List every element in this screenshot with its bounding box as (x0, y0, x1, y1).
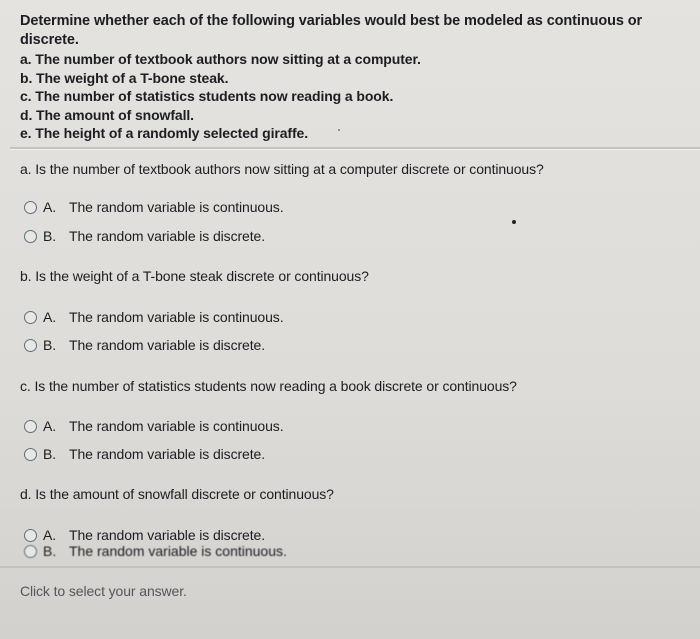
option-text: The random variable is discrete. (69, 446, 265, 462)
question-c-option-b[interactable] (24, 444, 265, 464)
question-c-option-a[interactable] (24, 416, 284, 436)
option-letter: B. (43, 337, 57, 353)
question-d-prompt: d. Is the amount of snowfall discrete or continuous? (20, 486, 334, 502)
radio-button-icon[interactable] (24, 448, 37, 461)
footer-divider (0, 566, 700, 568)
variable-item-d: d. The amount of snowfall. (20, 106, 194, 123)
option-text: The random variable is discrete. (69, 337, 265, 353)
variable-list (20, 50, 690, 143)
question-a-option-b[interactable] (24, 226, 265, 246)
option-text: The random variable is continuous. (69, 309, 284, 325)
option-letter: A. (43, 418, 57, 434)
option-letter: B. (43, 228, 57, 244)
question-b-option-b[interactable] (24, 335, 265, 355)
speck-mark (338, 129, 340, 131)
problem-statement (20, 12, 690, 143)
question-b-prompt: b. Is the weight of a T-bone steak discrete or continuous? (20, 268, 369, 284)
question-d-option-a[interactable] (24, 525, 265, 545)
option-text: The random variable is discrete. (69, 228, 265, 244)
problem-title: Determine whether each of the following variables would best be modeled as continuous or discrete. (20, 13, 643, 48)
radio-button-icon[interactable] (24, 420, 37, 433)
radio-button-icon[interactable] (24, 201, 37, 214)
radio-button-icon[interactable] (24, 311, 37, 324)
question-d-option-b[interactable] (24, 543, 304, 562)
option-letter: A. (43, 199, 57, 215)
radio-button-icon[interactable] (24, 545, 37, 558)
option-letter: B. (43, 446, 57, 462)
question-c-prompt: c. Is the number of statistics students now reading a book discrete or continuous? (20, 378, 517, 394)
section-divider (10, 147, 700, 150)
variable-item-a: a. The number of textbook authors now sitting at a computer. (20, 51, 421, 67)
variable-item-b: b. The weight of a T-bone steak. (20, 69, 229, 86)
speck-mark (512, 220, 516, 224)
option-letter: B. (43, 543, 57, 559)
radio-button-icon[interactable] (24, 230, 37, 243)
option-letter: A. (43, 527, 57, 543)
footer-hint: Click to select your answer. (20, 583, 187, 599)
question-b-option-a[interactable] (24, 307, 284, 327)
radio-button-icon[interactable] (24, 339, 37, 352)
option-text: The random variable is continuous. (69, 418, 284, 434)
variable-item-e: e. The height of a randomly selected giraffe. (20, 125, 309, 141)
option-text: The random variable is continuous. (69, 199, 284, 215)
question-a-prompt: a. Is the number of textbook authors now sitting at a computer discrete or continuous? (20, 161, 544, 177)
option-text: The random variable is discrete. (69, 527, 265, 543)
option-text: The random variable is continuous. (69, 543, 287, 559)
radio-button-icon[interactable] (24, 529, 37, 542)
variable-item-c: c. The number of statistics students now reading a book. (20, 88, 394, 104)
question-a-option-a[interactable] (24, 197, 284, 217)
option-letter: A. (43, 309, 57, 325)
